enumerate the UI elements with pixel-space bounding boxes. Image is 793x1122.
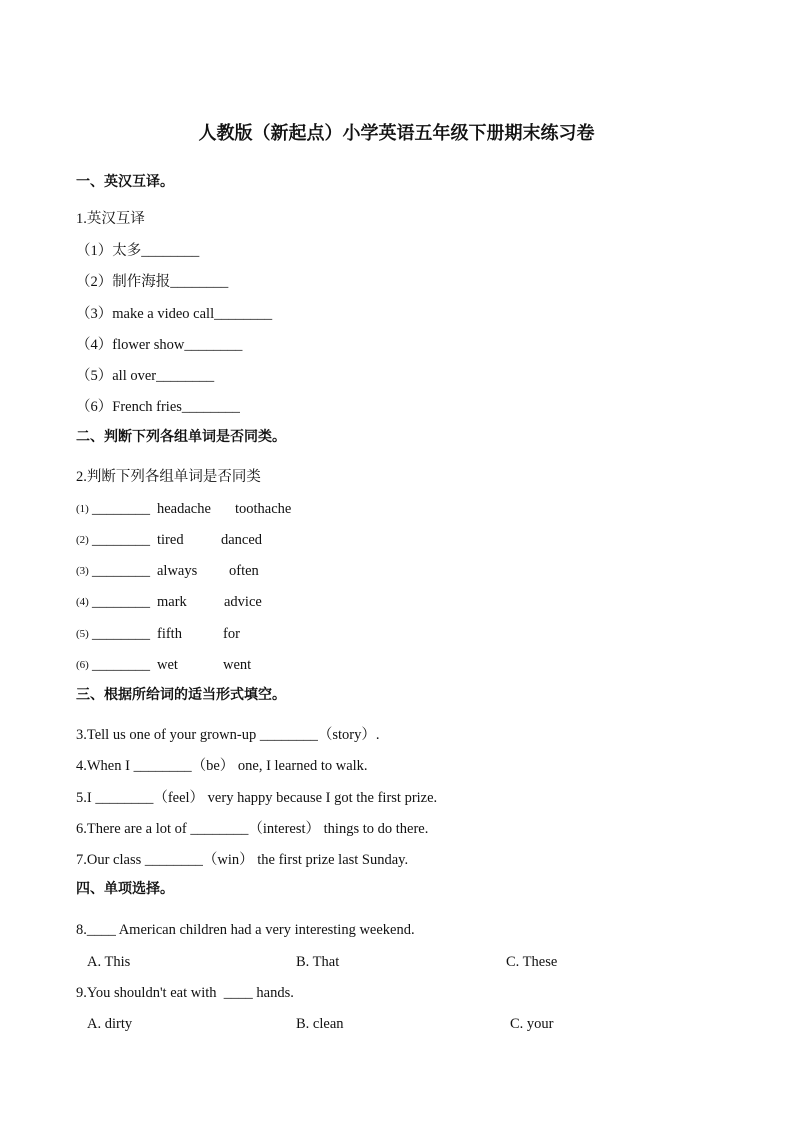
word-1: mark [157, 594, 187, 610]
word-2: went [223, 657, 252, 673]
answer-blank: ________ [92, 532, 150, 548]
word-1: wet [157, 657, 178, 673]
answer-blank: ________ [92, 501, 150, 517]
word-1: headache [157, 501, 211, 517]
word-2: for [223, 626, 240, 642]
answer-blank: ________ [92, 594, 150, 610]
fill-item: 3.Tell us one of your grown-up ________（story）. [76, 727, 380, 743]
mc-option: C. your [510, 1016, 554, 1032]
mc-option: B. clean [296, 1016, 344, 1032]
word-2: danced [221, 532, 263, 548]
translation-item: （1）太多________ [76, 243, 200, 259]
mc-option: C. These [506, 954, 558, 970]
fill-item: 4.When I ________（be） one, I learned to walk. [76, 758, 368, 774]
answer-blank: ________ [92, 657, 150, 673]
fill-item: 5.I ________（feel） very happy because I got the first prize. [76, 790, 438, 806]
word-2: often [229, 563, 259, 579]
mc-option: A. This [87, 954, 131, 970]
mc-option: B. That [296, 954, 340, 970]
row-number: (3) [76, 565, 89, 577]
mc-question: 8.____ American children had a very interesting weekend. [76, 922, 415, 938]
translation-item: （2）制作海报________ [76, 274, 229, 290]
question-text: 1.英汉互译 [76, 211, 145, 227]
translation-item: （5）all over________ [76, 368, 215, 384]
word-2: toothache [235, 501, 292, 517]
translation-item: （3）make a video call________ [76, 306, 273, 322]
section-heading: 二、判断下列各组单词是否同类。 [76, 429, 286, 445]
word-2: advice [224, 594, 262, 610]
row-number: (5) [76, 628, 89, 640]
row-number: (4) [76, 596, 89, 608]
page-title: 人教版（新起点）小学英语五年级下册期末练习卷 [198, 123, 595, 144]
translation-item: （6）French fries________ [76, 399, 240, 415]
mc-option: A. dirty [87, 1016, 133, 1032]
word-1: always [157, 563, 198, 579]
answer-blank: ________ [92, 626, 150, 642]
question-text: 2.判断下列各组单词是否同类 [76, 469, 261, 485]
translation-item: （4）flower show________ [76, 337, 243, 353]
section-heading: 四、单项选择。 [76, 881, 174, 897]
fill-item: 6.There are a lot of ________（interest） things to do there. [76, 821, 429, 837]
section-heading: 一、英汉互译。 [76, 174, 174, 190]
row-number: (2) [76, 534, 89, 546]
fill-item: 7.Our class ________（win） the first prize last Sunday. [76, 852, 409, 868]
row-number: (1) [76, 503, 89, 515]
answer-blank: ________ [92, 563, 150, 579]
word-1: fifth [157, 626, 182, 642]
word-1: tired [157, 532, 184, 548]
row-number: (6) [76, 659, 89, 671]
mc-question: 9.You shouldn't eat with ____ hands. [76, 985, 294, 1001]
section-heading: 三、根据所给词的适当形式填空。 [76, 687, 286, 703]
